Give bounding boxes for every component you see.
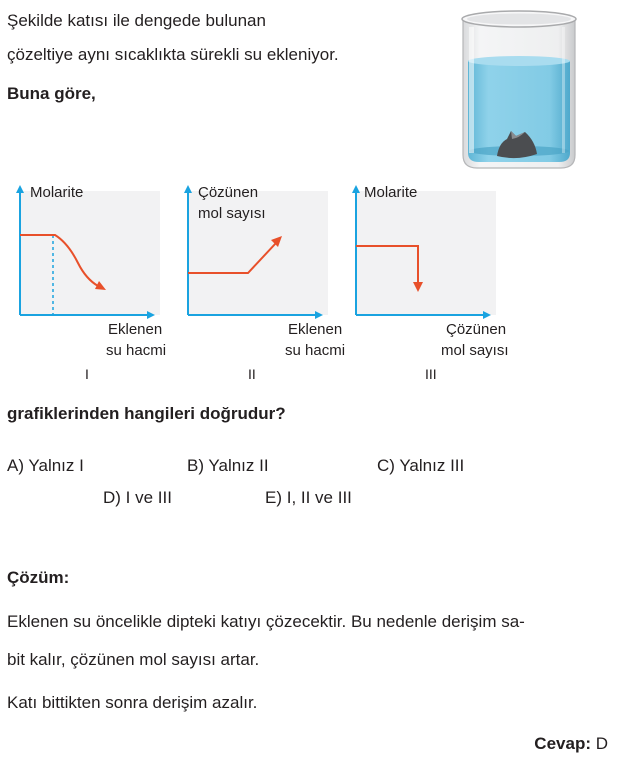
option-b[interactable]: B) Yalnız II <box>187 456 269 475</box>
solution-title: Çözüm: <box>7 568 70 587</box>
graph-3-xlabel-line-1: Çözünen <box>446 321 507 338</box>
question-prompt: Buna göre, <box>7 84 96 103</box>
graph-1-xlabel-line-2: su hacmi <box>106 342 167 359</box>
graph-2-xlabel-line-1: Eklenen <box>288 321 343 338</box>
answer-label: Cevap: <box>534 734 591 753</box>
graph-3 <box>346 183 501 323</box>
graph-1-roman: I <box>85 366 89 382</box>
question-line-2: çözeltiye aynı sıcaklıkta sürekli su ekleniyor. <box>7 45 339 64</box>
graph-1-panel <box>20 191 160 315</box>
graph-2-ylabel-line-1: Çözünen <box>198 184 259 201</box>
graph-2-roman: II <box>248 366 256 382</box>
graph-1-ylabel: Molarite <box>30 184 84 201</box>
beaker-illustration <box>455 5 585 175</box>
answer <box>534 734 608 754</box>
graph-3-xlabel-line-2: mol sayısı <box>441 342 509 359</box>
option-a[interactable]: A) Yalnız I <box>7 456 84 475</box>
question-end: grafiklerinden hangileri doğrudur? <box>7 404 286 423</box>
graph-1-xlabel-line-1: Eklenen <box>108 321 163 338</box>
graph-3-ylabel: Molarite <box>364 184 418 201</box>
graph-3-panel <box>356 191 496 315</box>
water-surface <box>468 56 570 66</box>
graph-1 <box>10 183 165 323</box>
option-d[interactable]: D) I ve III <box>103 488 172 507</box>
question-line-1: Şekilde katısı ile dengede bulunan <box>7 11 266 30</box>
option-c[interactable]: C) Yalnız III <box>377 456 465 475</box>
graph-1-y-arrow <box>16 185 24 193</box>
graph-3-y-arrow <box>352 185 360 193</box>
solution-para1-line1: Eklenen su öncelikle dipteki katıyı çözecektir. Bu nedenle derişim sa- <box>7 612 525 631</box>
answer-value: D <box>595 734 608 753</box>
option-e[interactable]: E) I, II ve III <box>265 488 352 507</box>
solution-para2: Katı bittikten sonra derişim azalır. <box>7 693 258 712</box>
graph-2-y-arrow <box>184 185 192 193</box>
graph-2-ylabel-line-2: mol sayısı <box>198 205 266 222</box>
solution-para1-line2: bit kalır, çözünen mol sayısı artar. <box>7 650 260 669</box>
graph-2-xlabel-line-2: su hacmi <box>285 342 346 359</box>
graph-3-roman: III <box>425 366 437 382</box>
